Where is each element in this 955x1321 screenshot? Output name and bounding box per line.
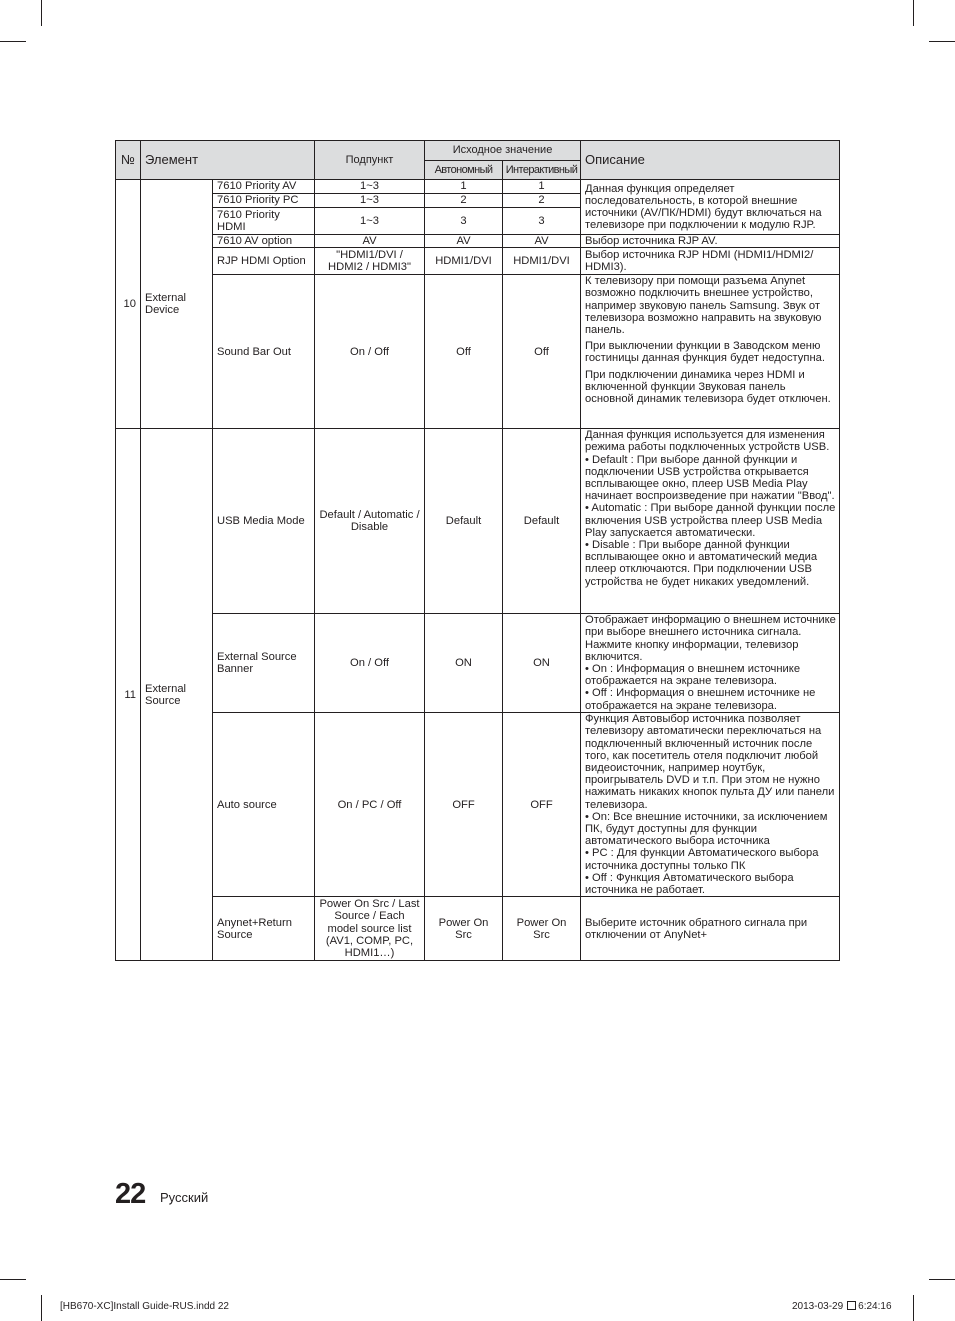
header-default-value: Исходное значение	[425, 141, 581, 161]
print-slug-timestamp	[792, 1301, 892, 1312]
header-no: №	[116, 141, 141, 180]
subitem: 7610 AV option	[213, 235, 315, 248]
table-row	[116, 429, 840, 614]
subitem: Anynet+Return Source	[213, 897, 315, 961]
row-number: 10	[116, 180, 141, 429]
description	[581, 275, 840, 429]
table-row	[116, 897, 840, 961]
range: Default / Automatic / Disable	[315, 429, 425, 614]
description: Выбор источника RJP HDMI (HDMI1/HDMI2/ HDMI3).	[581, 248, 840, 275]
interactive-value: Off	[503, 275, 581, 429]
table-row	[116, 713, 840, 897]
header-subitem: Подпункт	[315, 141, 425, 180]
subitem: External Source Banner	[213, 614, 315, 713]
standalone-value: 2	[425, 194, 503, 208]
description-line: • On : Информация о внешнем источнике отображается на экране телевизора.	[585, 663, 801, 688]
crop-mark	[0, 1279, 26, 1280]
description-line: • On: Все внешние источники, за исключением ПК, будут доступны для функции автоматического выбора источника	[585, 810, 828, 848]
page-language: Русский	[160, 1190, 209, 1205]
description-line: • Off : Информация о внешнем источнике не отображается на экране телевизора.	[585, 687, 816, 712]
standalone-value: ON	[425, 614, 503, 713]
description-line: Отображает информацию о внешнем источнике при выборе внешнего источника сигнала. Нажмите кнопку информации, телевизор включится.	[585, 614, 836, 663]
range: 1~3	[315, 180, 425, 194]
range: 1~3	[315, 194, 425, 208]
page-number: 22	[115, 1178, 146, 1210]
description-line: • Disable : При выборе данной функции всплывающее окно и автоматический медиа плеер отключаются. При подключении USB устройства не будет никаких уведомлений.	[585, 539, 818, 588]
header-description: Описание	[581, 141, 840, 180]
crop-mark	[929, 1279, 955, 1280]
standalone-value: Off	[425, 275, 503, 429]
description-line: Функция Автовыбор источника позволяет телевизору автоматически переключаться на подключенный включенный источник после того, как посетитель отеля подключит любой видеоисточник, например ноутбук, проигрыватель DVD и т.п. При этом не нужно нажимать никаких кнопок пульта ДУ или панели телевизора.	[585, 713, 835, 811]
table-row	[116, 248, 840, 275]
crop-mark	[929, 41, 955, 42]
subitem: RJP HDMI Option	[213, 248, 315, 275]
print-slug-file: [HB670-XC]Install Guide-RUS.indd 22	[60, 1301, 229, 1312]
standalone-value: Power On Src	[425, 897, 503, 961]
standalone-value: Default	[425, 429, 503, 614]
subitem: 7610 Priority AV	[213, 180, 315, 194]
interactive-value: 2	[503, 194, 581, 208]
description	[581, 429, 840, 614]
interactive-value: OFF	[503, 713, 581, 897]
table-row	[116, 235, 840, 248]
interactive-value: 1	[503, 180, 581, 194]
description-line: • Off : Функция Автоматического выбора источника не работает.	[585, 871, 794, 897]
description-line: Выберите источник обратного сигнала при отключении от AnyNet+	[585, 916, 808, 941]
range: On / PC / Off	[315, 713, 425, 897]
crop-mark	[0, 41, 26, 42]
standalone-value: AV	[425, 235, 503, 248]
header-interactive: Интерактивный	[503, 161, 581, 180]
description-paragraph: При выключении функции в Заводском меню гостиницы данная функция будет недоступна.	[585, 340, 825, 365]
range: 1~3	[315, 208, 425, 235]
header-element: Элемент	[141, 141, 315, 180]
element-name: External Source	[141, 429, 213, 961]
description	[581, 897, 840, 961]
range: AV	[315, 235, 425, 248]
table-row	[116, 180, 840, 194]
range: Power On Src / Last Source / Each model source list (AV1, COMP, PC, HDMI1…)	[315, 897, 425, 961]
description: Данная функция определяет последовательность, в которой внешние источники (AV/ПК/HDMI) будут включаться на телевизоре при подключении к модулю RJP.	[581, 180, 840, 235]
description-paragraph: При подключении динамика через HDMI и включенной функции Звуковая панель основной динамик телевизора будет отключен.	[585, 368, 831, 406]
crop-mark	[913, 0, 914, 26]
interactive-value: ON	[503, 614, 581, 713]
standalone-value: 3	[425, 208, 503, 235]
range: "HDMI1/DVI / HDMI2 / HDMI3"	[315, 248, 425, 275]
interactive-value: Power On Src	[503, 897, 581, 961]
subitem: 7610 Priority HDMI	[213, 208, 315, 235]
interactive-value: HDMI1/DVI	[503, 248, 581, 275]
interactive-value: 3	[503, 208, 581, 235]
interactive-value: AV	[503, 235, 581, 248]
description: Выбор источника RJP AV.	[581, 235, 840, 248]
print-slug-date: 2013-03-29	[792, 1301, 844, 1312]
settings-table	[115, 140, 840, 961]
crop-mark	[41, 1295, 42, 1321]
print-slug-time: 6:24:16	[858, 1301, 892, 1312]
description	[581, 713, 840, 897]
description-paragraph: К телевизору при помощи разъема Anynet возможно подключить внешнее устройство, например звуковую панель Samsung. Звук от телевизора возможно направить на звуковую панель.	[585, 275, 822, 337]
clock-icon	[847, 1301, 856, 1310]
description-line: • Default : При выборе данной функции и подключении USB устройства открывается всплывающее окно, плеер USB Media Play начинает воспроизведение при нажатии "Ввод".	[585, 453, 835, 503]
standalone-value: 1	[425, 180, 503, 194]
subitem: 7610 Priority PC	[213, 194, 315, 208]
range: On / Off	[315, 614, 425, 713]
range: On / Off	[315, 275, 425, 429]
table-row	[116, 614, 840, 713]
description-line: • PC : Для функции Автоматического выбора источника доступны только ПК	[585, 847, 819, 872]
row-number: 11	[116, 429, 141, 961]
description-line: Данная функция используется для изменения режима работы подключенных устройств USB.	[585, 429, 830, 454]
interactive-value: Default	[503, 429, 581, 614]
subitem: USB Media Mode	[213, 429, 315, 614]
description-line: • Automatic : При выборе данной функции после включения USB устройства плеер USB Media Play запускается автоматически.	[585, 502, 836, 539]
crop-mark	[41, 0, 42, 26]
description	[581, 614, 840, 713]
crop-mark	[913, 1295, 914, 1321]
subitem: Sound Bar Out	[213, 275, 315, 429]
header-standalone: Автономный	[425, 161, 503, 180]
standalone-value: OFF	[425, 713, 503, 897]
table-row	[116, 275, 840, 429]
standalone-value: HDMI1/DVI	[425, 248, 503, 275]
element-name: External Device	[141, 180, 213, 429]
subitem: Auto source	[213, 713, 315, 897]
